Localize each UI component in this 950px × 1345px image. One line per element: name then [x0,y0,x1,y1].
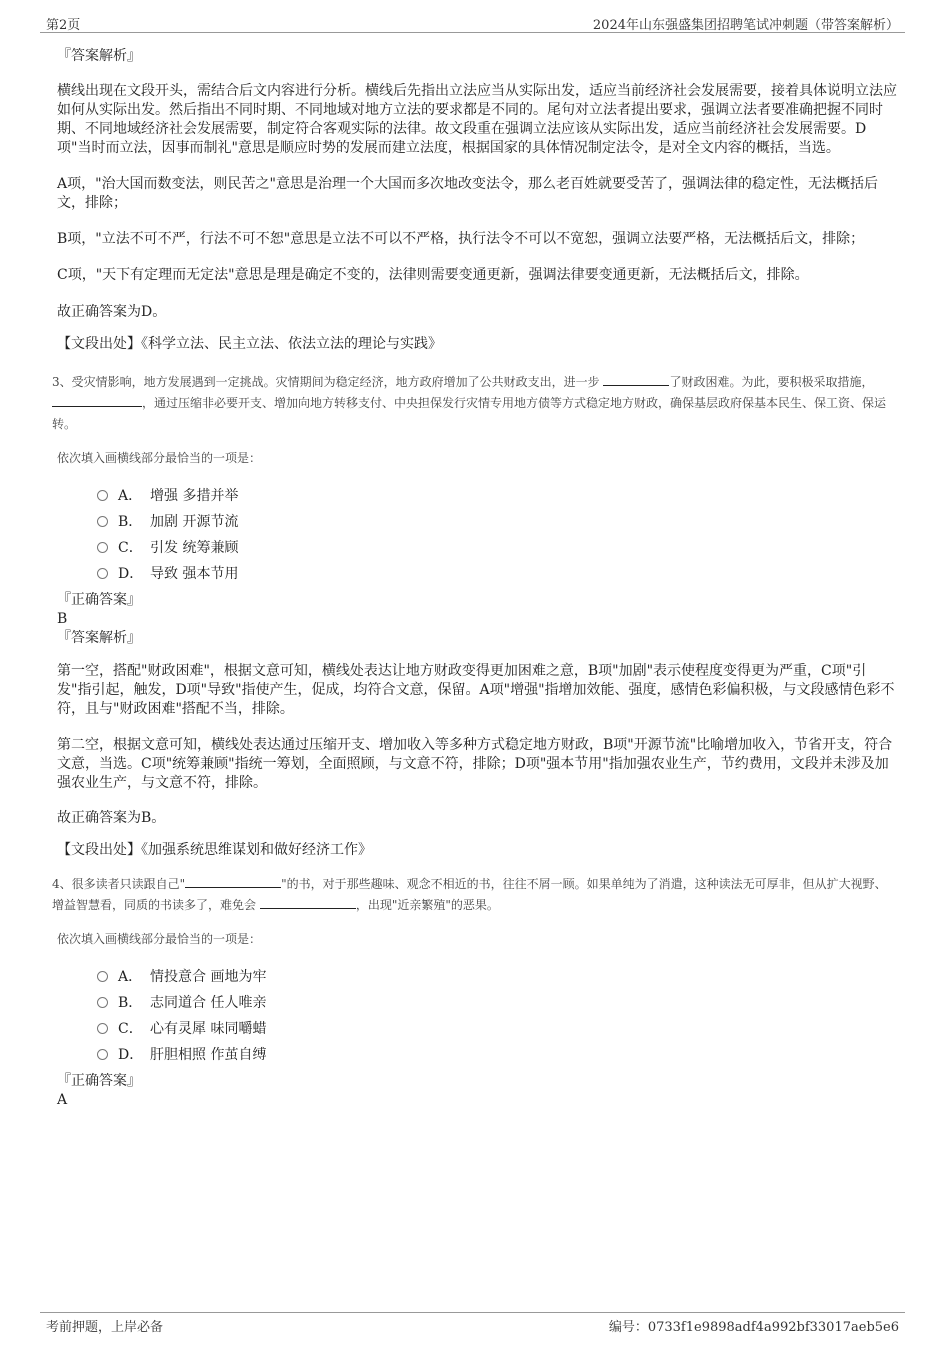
q4-answer-label: 『正确答案』 [57,1073,141,1089]
q4-stem-part3: ，出现"近亲繁殖"的恶果。 [355,898,499,912]
document-code-label: 编号： [608,1320,648,1335]
radio-icon[interactable] [97,542,108,553]
document-code-value: 0733f1e9898adf4a992bf33017aeb5e6 [647,1320,899,1335]
q4-stem-part1: 4、很多读者只读跟自己" [52,877,186,891]
page-number: 第2页 [46,18,81,33]
q3-option-d[interactable]: D． 导致 强本节用 [57,560,897,586]
q4-options [57,963,897,1067]
q3-analysis-para: 第二空，根据文意可知，横线处表达通过压缩开支、增加收入等多种方式稳定地方财政，B项"开源节流"比喻增加收入，节省开支，符合文意，当选。C项"统筹兼顾"指统一筹划，全面照顾，与文意不符，排除；D项"强本节用"指加强农业生产，节约费用，文段并未涉及加强农业生产，与文意不符，排除。 [57,737,893,791]
q4-option-b[interactable]: B． 志同道合 任人唯亲 [57,989,897,1015]
q2-analysis-para: B项，"立法不可不严，行法不可不恕"意思是立法不可以不严格，执行法令不可以不宽恕，强调立法要严格，无法概括后文，排除； [57,231,865,247]
q4-instruction: 依次填入画横线部分最恰当的一项是： [57,932,262,946]
footer-slogan: 考前押题，上岸必备 [46,1320,164,1335]
q3-source: 【文段出处】《加强系统思维谋划和做好经济工作》 [57,842,372,858]
q3-answer: B [57,611,68,627]
q4-option-c[interactable]: C． 心有灵犀 味同嚼蜡 [57,1015,897,1041]
q2-source: 【文段出处】《科学立法、民主立法、依法立法的理论与实践》 [57,336,442,352]
question-3 [52,372,897,860]
q3-instruction: 依次填入画横线部分最恰当的一项是： [57,451,262,465]
q3-stem-part3: ，通过压缩非必要开支、增加向地方转移支付、中央担保发行灾情专用地方债等方式稳定地方财政，确保基层政府保基本民生、保工资、保运转。 [52,396,887,431]
q3-analysis-label: 『答案解析』 [57,630,141,646]
radio-icon[interactable] [97,568,108,579]
q2-conclusion: 故正确答案为D。 [57,304,167,320]
q3-options [57,482,897,586]
q3-blank-2 [52,394,142,407]
q3-option-b[interactable]: B． 加剧 开源节流 [57,508,897,534]
q4-option-d[interactable]: D． 肝胆相照 作茧自缚 [57,1041,897,1067]
q3-blank-1 [603,373,669,386]
page-content [52,46,897,1109]
q3-stem [52,372,897,435]
q3-stem-part2: 了财政困难。为此，要积极采取措施， [669,375,874,389]
q4-blank-2 [260,896,356,909]
q2-analysis-para: 横线出现在文段开头，需结合后文内容进行分析。横线后先指出立法应当从实际出发，适应当前经济社会发展需要，接着具体说明立法应如何从实际出发。然后指出不同时期、不同地域对地方立法的要求都是不同的。尾句对立法者提出要求，强调立法者要准确把握不同时期、不同地域经济社会发展需要，制定符合客观实际的法律。故文段重在强调立法应该从实际出发，适应当前经济社会发展需要。D项"当时而立法，因事而制礼"意思是顺应时势的发展而建立法度，根据国家的具体情况制定法令，是对全文内容的概括，当选。 [57,83,897,156]
question-4 [52,874,897,1109]
page-header [40,12,905,33]
q2-analysis-para: A项，"治大国而数变法，则民苦之"意思是治理一个大国而多次地改变法令，那么老百姓就要受苦了，强调法律的稳定性，无法概括后文，排除； [57,176,878,211]
radio-icon[interactable] [97,1049,108,1060]
q3-stem-part1: 3、受灾情影响，地方发展遇到一定挑战。灾情期间为稳定经济，地方政府增加了公共财政支出，进一步 [52,375,600,389]
radio-icon[interactable] [97,1023,108,1034]
q4-stem-part2: "的书，对于那些趣味、观念不相近的书，往往不屑一顾。如果单纯为了消遣，这种读法无可厚非，但从扩大视野、增益智慧看，同质的书读多了，难免会 [52,877,887,912]
page-footer [40,1312,905,1333]
q4-blank-1 [185,875,281,888]
q3-answer-label: 『正确答案』 [57,592,141,608]
q4-answer: A [57,1092,68,1108]
q4-stem [52,874,897,916]
radio-icon[interactable] [97,971,108,982]
q3-analysis-para: 第一空，搭配"财政困难"，根据文意可知，横线处表达让地方财政变得更加困难之意，B项"加剧"表示使程度变得更为严重，C项"引发"指引起，触发，D项"导致"指使产生，促成，均符合文意，保留。A项"增强"指增加效能、强度，感情色彩偏积极，与文段感情色彩不符，且与"财政困难"搭配不当，排除。 [57,663,895,717]
radio-icon[interactable] [97,516,108,527]
radio-icon[interactable] [97,997,108,1008]
q2-analysis-para: C项，"天下有定理而无定法"意思是理是确定不变的，法律则需要变通更新，强调法律要变通更新，无法概括后文，排除。 [57,267,809,283]
q4-option-a[interactable]: A． 情投意合 画地为牢 [57,963,897,989]
q3-option-c[interactable]: C． 引发 统筹兼顾 [57,534,897,560]
q3-conclusion: 故正确答案为B。 [57,810,166,826]
q3-option-a[interactable]: A． 增强 多措并举 [57,482,897,508]
document-code [609,1316,899,1335]
radio-icon[interactable] [97,490,108,501]
document-title: 2024年山东强盛集团招聘笔试冲刺题（带答案解析） [592,18,899,33]
q2-analysis-label: 『答案解析』 [57,48,141,64]
